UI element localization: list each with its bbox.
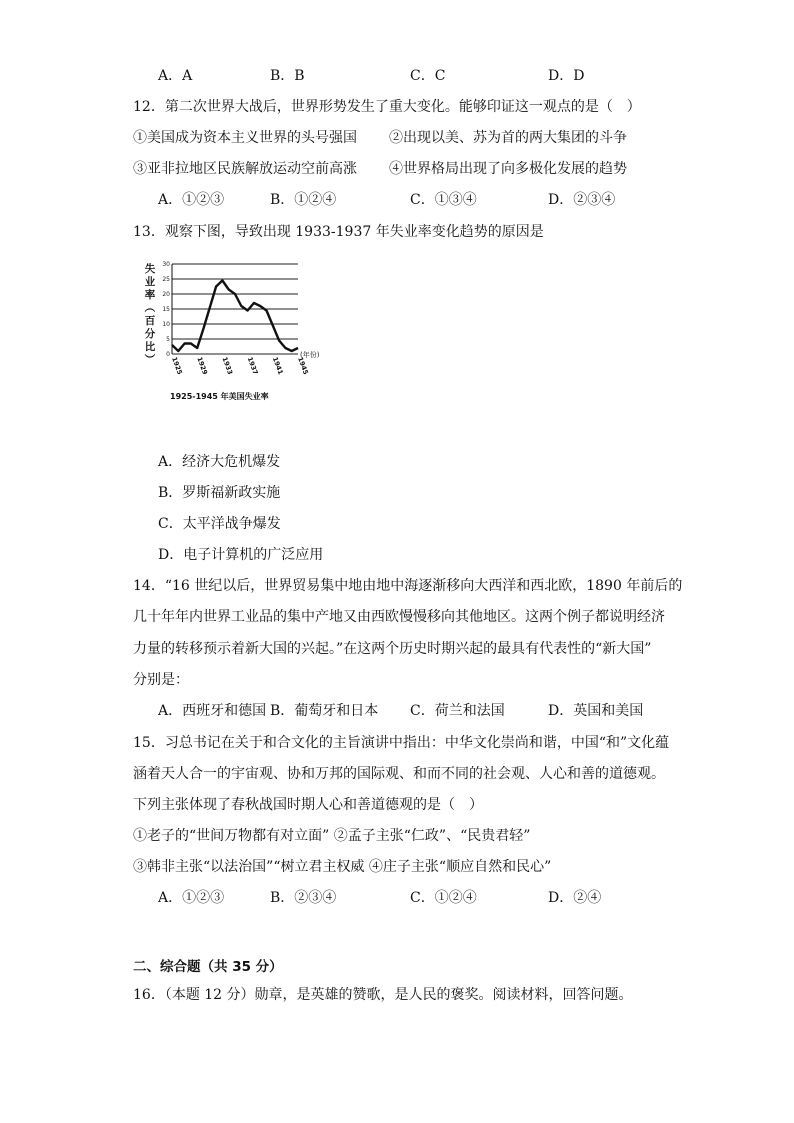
x-tick-label: 1945 — [296, 355, 310, 376]
x-tick-label: 1933 — [220, 355, 235, 376]
q15-option-d: D．②④ — [548, 890, 602, 906]
y-tick-label: 20 — [162, 291, 170, 298]
q11-option-d: D．D — [548, 68, 585, 84]
y-tick-label: 10 — [162, 321, 170, 328]
q13-option-c: C．太平洋战争爆发 — [158, 516, 281, 532]
y-axis-label-char: ） — [143, 353, 155, 365]
q12-option-d: D．②③④ — [548, 192, 616, 208]
q15-option-c: C．①②④ — [410, 890, 477, 906]
q16-stem: 16．（本题 12 分）勋章，是英雄的赞歌，是人民的褒奖。阅读材料，回答问题。 — [133, 987, 633, 1003]
q12-stem: 12．第二次世界大战后，世界形势发生了重大变化。能够印证这一观点的是（ ） — [133, 99, 641, 115]
unemployment-chart — [142, 256, 320, 406]
q12-item-4: ④世界格局出现了向多极化发展的趋势 — [389, 161, 627, 177]
y-axis-label-char: 率 — [144, 289, 156, 301]
q13-stem: 13．观察下图，导致出现 1933-1937 年失业率变化趋势的原因是 — [133, 224, 544, 240]
q14-line-1: 14．“16 世纪以后，世界贸易集中地由地中海逐渐移向大西洋和西北欧，1890 年前后的 — [133, 578, 683, 594]
y-tick-label: 30 — [162, 261, 170, 268]
q15-line-1: 15．习总书记在关于和合文化的主旨演讲中指出：中华文化崇尚和谐，中国“和”文化蕴 — [133, 735, 670, 751]
y-axis-label-char: 分 — [144, 328, 156, 340]
q13-option-b: B．罗斯福新政实施 — [158, 485, 281, 501]
q12-item-1: ①美国成为资本主义世界的头号强国 — [133, 130, 357, 146]
y-tick-label: 25 — [162, 276, 170, 283]
y-tick-label: 0 — [166, 351, 170, 358]
q14-line-2: 几十年年内世界工业品的集中产地又由西欧慢慢移向其他地区。这两个例子都说明经济 — [133, 609, 665, 625]
q12-option-a: A．①②③ — [158, 192, 225, 208]
q15-line-3: 下列主张体现了春秋战国时期人心和善道德观的是（ ） — [133, 797, 483, 813]
q15-line-4: ①老子的“世间万物都有对立面” ②孟子主张“仁政”、“民贵君轻” — [133, 828, 531, 844]
y-tick-label: 15 — [162, 306, 170, 313]
q15-option-a: A．①②③ — [158, 890, 225, 906]
y-axis-label-char: 业 — [144, 276, 156, 288]
q12-item-3: ③亚非拉地区民族解放运动空前高涨 — [133, 161, 357, 177]
y-axis-label-char: 比 — [144, 341, 156, 353]
q14-line-3: 力量的转移预示着新大国的兴起。”在这两个历史时期兴起的最具有代表性的“新大国” — [133, 641, 652, 657]
series-line — [172, 281, 298, 352]
q14-option-b: B．葡萄牙和日本 — [270, 703, 379, 719]
y-tick-label: 5 — [166, 336, 170, 343]
section-title: 二、综合题（共 35 分） — [133, 959, 283, 975]
chart-title: 1925-1945 年美国失业率 — [170, 392, 269, 401]
q12-option-b: B．①②④ — [270, 192, 337, 208]
q11-option-a: A．A — [158, 68, 193, 84]
x-axis-label: (年份) — [300, 351, 320, 359]
x-tick-label: 1937 — [245, 355, 260, 376]
x-tick-label: 1929 — [195, 355, 210, 376]
q11-option-b: B．B — [270, 68, 305, 84]
q15-option-b: B．②③④ — [270, 890, 337, 906]
q14-option-a: A．西班牙和德国 — [158, 703, 267, 719]
q12-option-c: C．①③④ — [410, 192, 477, 208]
x-tick-label: 1925 — [170, 355, 184, 376]
x-tick-label: 1941 — [270, 355, 285, 376]
q14-line-4: 分别是： — [133, 672, 189, 688]
q14-option-d: D．英国和美国 — [548, 703, 644, 719]
y-axis-label-char: （ — [143, 301, 155, 313]
q15-line-2: 涵着天人合一的宇宙观、协和万邦的国际观、和而不同的社会观、人心和善的道德观。 — [133, 766, 665, 782]
y-axis-label-char: 失 — [144, 263, 156, 275]
q14-option-c: C．荷兰和法国 — [410, 703, 505, 719]
y-axis-label-char: 百 — [144, 315, 156, 327]
q11-option-c: C．C — [410, 68, 446, 84]
q15-line-5: ③韩非主张“以法治国”“树立君主权威 ④庄子主张“顺应自然和民心” — [133, 859, 552, 875]
q13-option-a: A．经济大危机爆发 — [158, 454, 281, 470]
q12-item-2: ②出现以美、苏为首的两大集团的斗争 — [389, 130, 627, 146]
q13-option-d: D．电子计算机的广泛应用 — [158, 547, 324, 563]
